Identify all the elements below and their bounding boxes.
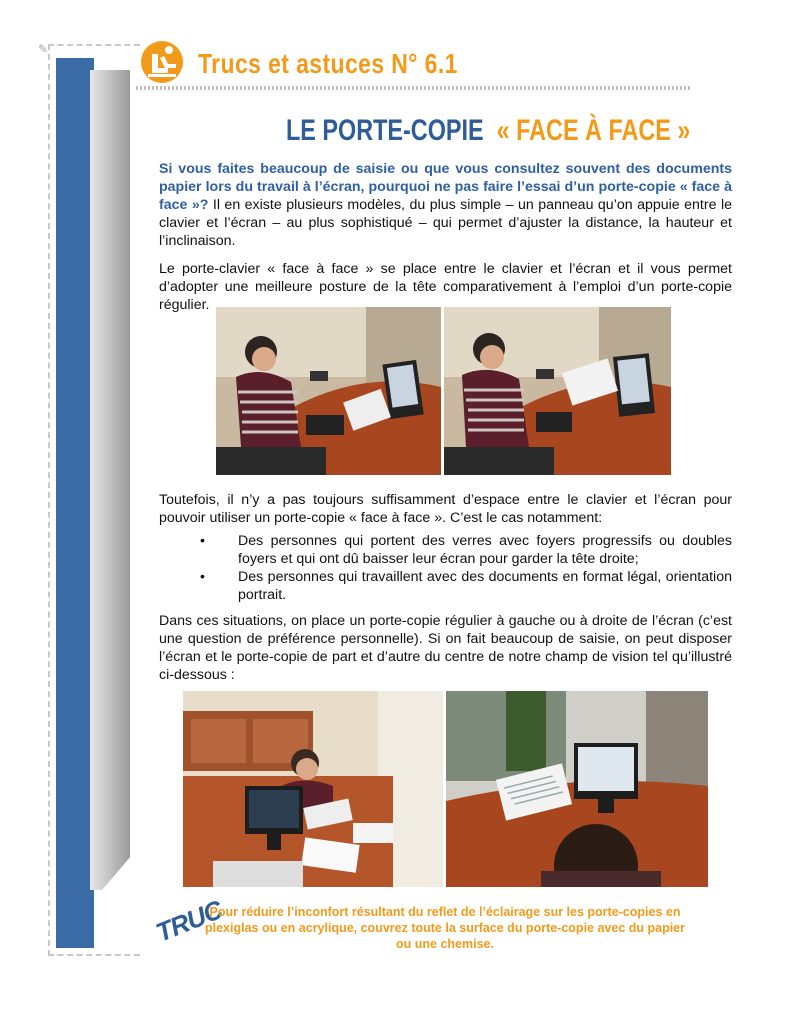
grey-side-band — [90, 70, 130, 890]
paragraph-3 — [159, 491, 732, 527]
photo-face-to-face-2 — [444, 307, 671, 475]
page-title — [286, 114, 690, 148]
paragraph-2 — [159, 260, 732, 314]
list-item: • Des personnes qui portent des verres avec foyers progressifs ou doubles foyers et qui ont dû baisser leur écran pour garder la tête droite; — [200, 532, 732, 568]
truc-logo: TRUC — [151, 894, 227, 948]
photo-side-holder-2 — [446, 691, 708, 887]
photo-side-holder-1 — [183, 691, 443, 887]
page-title-part2: « FACE À FACE » — [496, 114, 691, 147]
paragraph-2-text: Le porte-clavier « face à face » se place entre le clavier et l’écran et il vous permet d’adopter une meilleure posture de la tête comparativement à l’emploi d’un porte-copie régulier. — [159, 261, 732, 313]
intro-lead: Si vous faites beaucoup de saisie ou que vous consultez souvent des documents papier lors du travail à l’écran, pourquoi ne pas faire l’essai d’un porte-copie « face à face »? — [159, 161, 732, 213]
list-item: • Des personnes qui travaillent avec des documents en format légal, orientation portrait. — [200, 568, 732, 604]
pin-icon: ✎ — [38, 42, 49, 56]
intro-rest: Il en existe plusieurs modèles, du plus simple – un panneau qu’on appuie entre le clavier et l’écran – au plus sophistiqué – qui permet d’ajuster la distance, la hauteur et l’inclinaison. — [159, 197, 732, 249]
ergonomic-person-icon — [140, 40, 184, 84]
header-divider — [136, 86, 691, 90]
header-title: Trucs et astuces N° 6.1 — [198, 48, 458, 79]
tip-text: Pour réduire l’inconfort résultant du reflet de l’éclairage sur les porte-copies en plexiglas ou en acrylique, couvrez toute la surface du porte-copie avec du papier ou une chemise. — [205, 905, 685, 951]
paragraph-3-text: Toutefois, il n’y a pas toujours suffisamment d’espace entre le clavier et l’écran pour pouvoir utiliser un porte-copie « face à face ». C’est le cas notamment: — [159, 492, 732, 526]
paragraph-4-text: Dans ces situations, on place un porte-copie régulier à gauche ou à droite de l’écran (c’est une question de préférence personnelle). Si on fait beaucoup de saisie, on peut disposer l’écran et le porte-copie de part et d’autre du centre de notre champ de vision tel qu’illustré ci-dessous : — [159, 613, 732, 683]
page-title-part1: LE PORTE-COPIE — [286, 114, 484, 147]
paragraph-4 — [159, 612, 732, 684]
blue-side-band — [56, 58, 94, 948]
bullet-list — [200, 532, 732, 604]
intro-paragraph — [159, 160, 732, 250]
photo-face-to-face-1 — [216, 307, 441, 475]
